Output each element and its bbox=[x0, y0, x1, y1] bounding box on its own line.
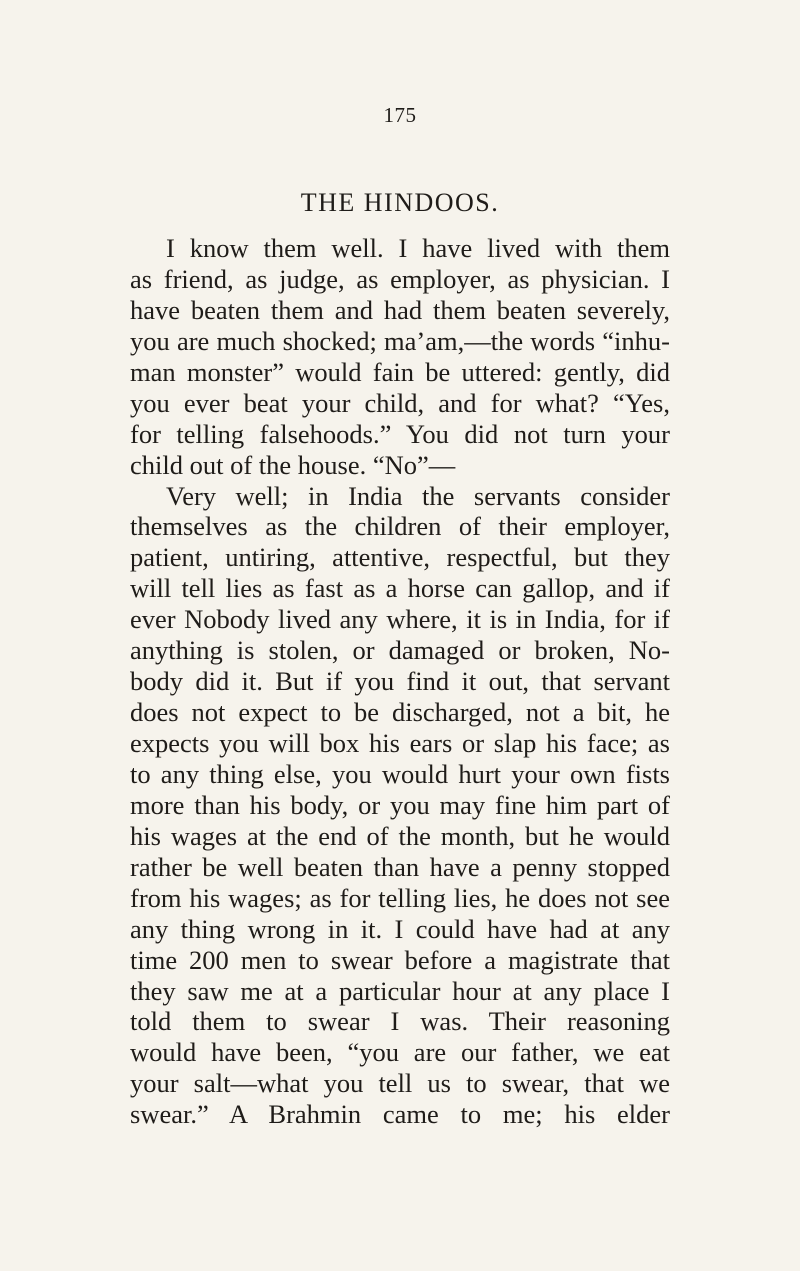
text-line: does not expect to be discharged, not a bit, he bbox=[130, 697, 670, 728]
text-line-wrap bbox=[130, 883, 670, 914]
text-line-wrap bbox=[130, 1099, 670, 1130]
text-line-wrap bbox=[130, 388, 670, 419]
text-line-wrap bbox=[130, 1006, 670, 1037]
text-line-wrap bbox=[130, 357, 670, 388]
text-line-wrap bbox=[130, 666, 670, 697]
text-line: themselves as the children of their employer, bbox=[130, 511, 670, 542]
text-line: you ever beat your child, and for what? “Yes, bbox=[130, 387, 670, 418]
text-line-wrap bbox=[130, 914, 670, 945]
text-line: from his wages; as for telling lies, he does not see bbox=[130, 882, 670, 913]
text-line: you are much shocked; ma’am,—the words “inhu- bbox=[130, 325, 670, 356]
text-line-wrap bbox=[130, 945, 670, 976]
text-line-wrap bbox=[130, 852, 670, 883]
text-line: his wages at the end of the month, but he would bbox=[130, 820, 670, 851]
text-line: will tell lies as fast as a horse can gallop, and if bbox=[130, 573, 670, 604]
text-line: ever Nobody lived any where, it is in India, for if bbox=[130, 604, 670, 635]
text-line: for telling falsehoods.” You did not turn your bbox=[130, 418, 670, 449]
text-line: more than his body, or you may fine him part of bbox=[130, 789, 670, 820]
text-line: time 200 men to swear before a magistrate that bbox=[130, 944, 670, 975]
page-number: 175 bbox=[383, 103, 417, 127]
text-line-wrap bbox=[130, 511, 670, 542]
text-line-wrap bbox=[130, 697, 670, 728]
text-line: they saw me at a particular hour at any place I bbox=[130, 975, 670, 1006]
text-line: any thing wrong in it. I could have had at any bbox=[130, 913, 670, 944]
text-line-wrap bbox=[130, 295, 670, 326]
chapter-heading: THE HINDOOS. bbox=[300, 188, 500, 217]
text-line: body did it. But if you find it out, that servant bbox=[130, 666, 670, 697]
text-line-wrap bbox=[130, 604, 670, 635]
text-line-wrap bbox=[130, 450, 670, 481]
text-line: swear.” A Brahmin came to me; his elder bbox=[130, 1099, 670, 1130]
text-line-wrap bbox=[130, 481, 670, 512]
text-line-wrap bbox=[130, 419, 670, 450]
text-line: Very well; in India the servants consider bbox=[166, 480, 670, 511]
text-line-wrap bbox=[130, 790, 670, 821]
text-line: man monster” would fain be uttered: gently, did bbox=[130, 356, 670, 387]
text-line: told them to swear I was. Their reasoning bbox=[130, 1006, 670, 1037]
text-line: as friend, as judge, as employer, as physician. I bbox=[130, 263, 670, 294]
text-line: would have been, “you are our father, we eat bbox=[130, 1037, 670, 1068]
text-line-wrap bbox=[130, 264, 670, 295]
text-line-wrap bbox=[130, 635, 670, 666]
text-line: anything is stolen, or damaged or broken, No- bbox=[130, 635, 670, 666]
text-line: patient, untiring, attentive, respectful, but they bbox=[130, 542, 670, 573]
text-line: I know them well. I have lived with them bbox=[166, 233, 670, 263]
text-line-wrap bbox=[130, 573, 670, 604]
text-line-wrap bbox=[130, 1037, 670, 1068]
text-line-wrap bbox=[130, 233, 670, 264]
text-line: rather be well beaten than have a penny stopped bbox=[130, 851, 670, 882]
text-line-wrap bbox=[130, 728, 670, 759]
text-line: have beaten them and had them beaten severely, bbox=[130, 294, 670, 325]
text-line-wrap bbox=[130, 1068, 670, 1099]
text-line-wrap bbox=[130, 542, 670, 573]
text-line: your salt—what you tell us to swear, that we bbox=[130, 1068, 670, 1099]
text-line-wrap bbox=[130, 326, 670, 357]
body-text bbox=[130, 233, 670, 1130]
text-line: to any thing else, you would hurt your own fists bbox=[130, 758, 670, 789]
text-line: expects you will box his ears or slap his face; as bbox=[130, 728, 670, 758]
text-line-wrap bbox=[130, 976, 670, 1007]
text-line-wrap bbox=[130, 759, 670, 790]
text-line: child out of the house. “No”— bbox=[130, 449, 456, 480]
text-line-wrap bbox=[130, 821, 670, 852]
